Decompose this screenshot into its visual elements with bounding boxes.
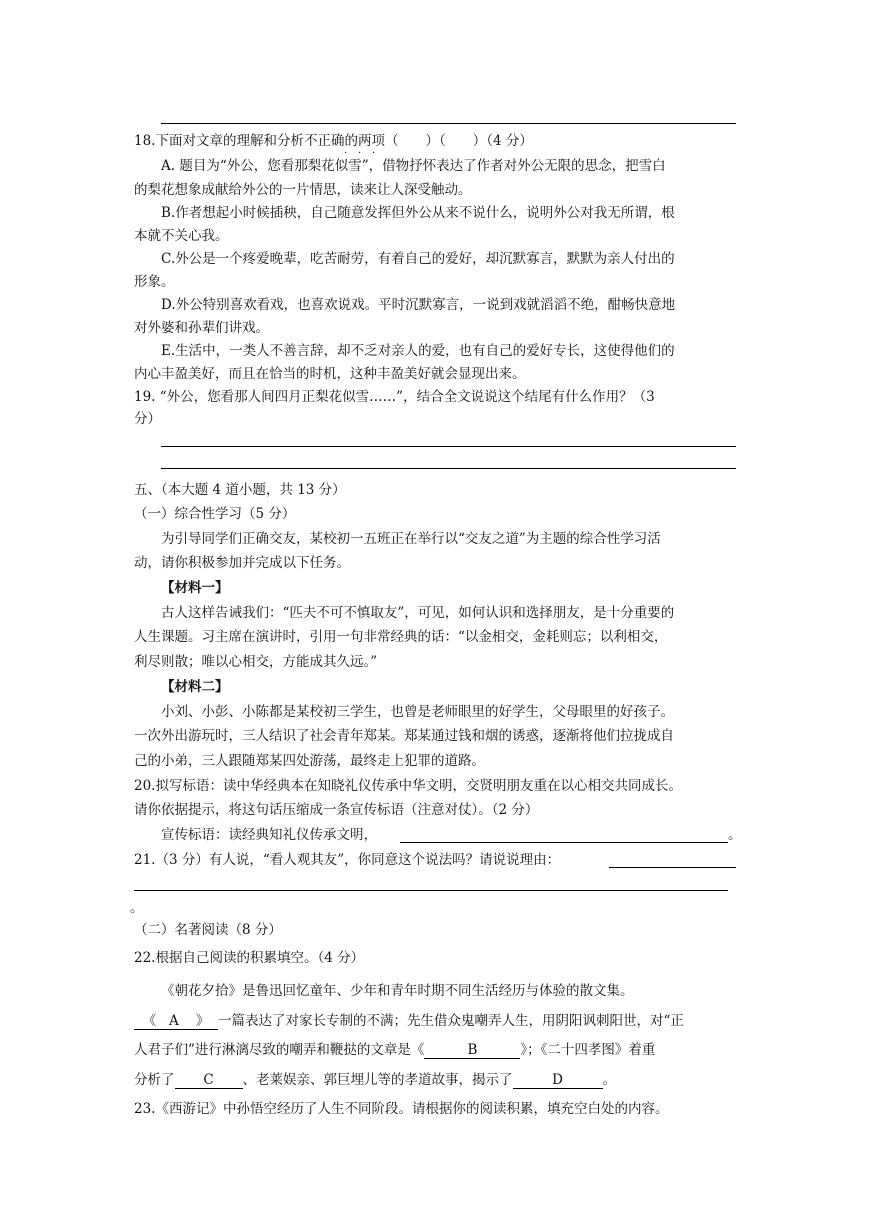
emphasis-dot: · xyxy=(358,148,362,159)
q18-option-e-line1: E.生活中，一类人不善言辞，却不乏对亲人的爱，也有自己的爱好专长，这使得他们的 xyxy=(161,343,675,359)
q20-answer-blank[interactable] xyxy=(400,842,728,843)
q21-answer-blank-1[interactable] xyxy=(609,867,736,868)
q20-line2: 请你依据提示，将这句话压缩成一条宣传标语（注意对仗）。（2 分） xyxy=(134,802,539,818)
subsection-2-title: （二）名著阅读（8 分） xyxy=(134,922,282,938)
q19-answer-line-1[interactable] xyxy=(161,446,736,447)
blank-a[interactable]: 《 A 》 xyxy=(134,1013,218,1030)
q21-line1: 21.（3 分）有人说，“看人观其友”，你同意这个说法吗？请说说理由： xyxy=(134,852,561,868)
section-5-title: 五、（本大题 4 道小题，共 13 分） xyxy=(134,482,346,498)
emphasis-dot: · xyxy=(344,148,348,159)
emphasis-text: 不正确 xyxy=(303,133,345,149)
subsection-1-title: （一）综合性学习（5 分） xyxy=(134,506,296,522)
material-1-line1: 古人这样告诫我们：“匹夫不可不慎取友”，可见，如何认识和选择朋友，是十分重要的 xyxy=(161,605,675,621)
q20-end-mark: 。 xyxy=(728,827,742,843)
q18-option-d-line1: D.外公特别喜欢看戏，也喜欢说戏。平时沉默寡言，一说到戏就滔滔不绝，酣畅快意地 xyxy=(161,297,676,313)
q18-option-a-line1: A. 题目为“外公，您看那梨花似雪”，借物抒怀表达了作者对外公无限的思念，把雪白 xyxy=(161,158,666,174)
q18-option-b-line2: 本就不关心我。 xyxy=(134,228,229,244)
q22-stem: 22.根据自己阅读的积累填空。（4 分） xyxy=(134,950,365,966)
material-2-line3: 己的小弟，三人跟随郑某四处游荡，最终走上犯罪的道路。 xyxy=(134,753,485,769)
q19-line2: 分） xyxy=(134,411,161,427)
q21-answer-line-2[interactable] xyxy=(134,890,728,891)
q20-line1: 20.拟写标语：读中华经典本在知晓礼仪传承中华文明，交贤明朋友重在以心相交共同成长。 xyxy=(134,778,682,794)
blank-d[interactable]: D xyxy=(513,1072,603,1089)
q18-option-b-line1: B.作者想起小时候插秧，自己随意发挥但外公从来不说什么，说明外公对我无所谓，根 xyxy=(161,205,675,221)
blank-b[interactable]: B xyxy=(424,1042,520,1059)
q19-line1: 19. “外公，您看那人间四月正梨花似雪……”，结合全文说说这个结尾有什么作用？（3 xyxy=(134,389,655,405)
blank-c[interactable]: C xyxy=(175,1072,243,1089)
q20-slogan-prompt: 宣传标语：读经典知礼仪传承文明， xyxy=(161,827,377,843)
q18-option-c-line2: 形象。 xyxy=(134,274,175,290)
intro-line1: 为引导同学们正确交友，某校初一五班正在举行以“交友之道”为主题的综合性学习活 xyxy=(161,531,661,547)
q18-option-d-line2: 对外婆和孙辈们讲戏。 xyxy=(134,320,269,336)
answer-line-top xyxy=(161,123,736,124)
material-1-title: 【材料一】 xyxy=(161,580,229,596)
material-1-line3: 利尽则散；唯以心相交，方能成其久远。” xyxy=(134,654,378,670)
q21-end-mark: 。 xyxy=(130,900,144,916)
intro-line2: 动，请你积极参加并完成以下任务。 xyxy=(134,555,350,571)
q22-line4: 分析了 C 、老莱娱亲、郭巨埋儿等的孝道故事，揭示了 D 。 xyxy=(134,1072,616,1088)
material-2-line2: 一次外出游玩时，三人结识了社会青年郑某。郑某通过钱和烟的诱惑，逐渐将他们拉拢成自 xyxy=(134,728,674,744)
material-2-title: 【材料二】 xyxy=(161,679,229,695)
q22-line3: 人君子们”进行淋漓尽致的嘲弄和鞭挞的文章是《 B 》；《二十四孝图》着重 xyxy=(134,1042,656,1058)
q18-option-a-line2: 的梨花想象成献给外公的一片情思，读来让人深受触动。 xyxy=(134,182,472,198)
emphasis-dot: · xyxy=(372,148,376,159)
q23-line1: 23.《西游记》中孙悟空经历了人生不同阶段。请根据你的阅读积累，填充空白处的内容。 xyxy=(134,1101,669,1117)
material-1-line2: 人生课题。习主席在演讲时，引用一句非常经典的话：“以金相交，金耗则忘；以利相交， xyxy=(134,629,668,645)
q18-stem: 18.下面对文章的理解和分析不正确的两项（ ）（ ）（4 分） xyxy=(134,133,533,149)
q22-line1: 《朝花夕拾》是鲁迅回忆童年、少年和青年时期不同生活经历与体验的散文集。 xyxy=(161,983,634,999)
q19-answer-line-2[interactable] xyxy=(161,468,736,469)
q18-option-c-line1: C.外公是一个疼爱晚辈，吃苦耐劳，有着自己的爱好，却沉默寡言，默默为亲人付出的 xyxy=(161,251,675,267)
q18-option-e-line2: 内心丰盈美好，而且在恰当的时机，这种丰盈美好就会显现出来。 xyxy=(134,366,526,382)
material-2-line1: 小刘、小彭、小陈都是某校初三学生，也曾是老师眼里的好学生，父母眼里的好孩子。 xyxy=(161,704,674,720)
q22-line2: 《 A 》 一篇表达了对家长专制的不满；先生借众鬼嘲弄人生，用阴阳讽刺阳世，对“正 xyxy=(134,1011,684,1031)
